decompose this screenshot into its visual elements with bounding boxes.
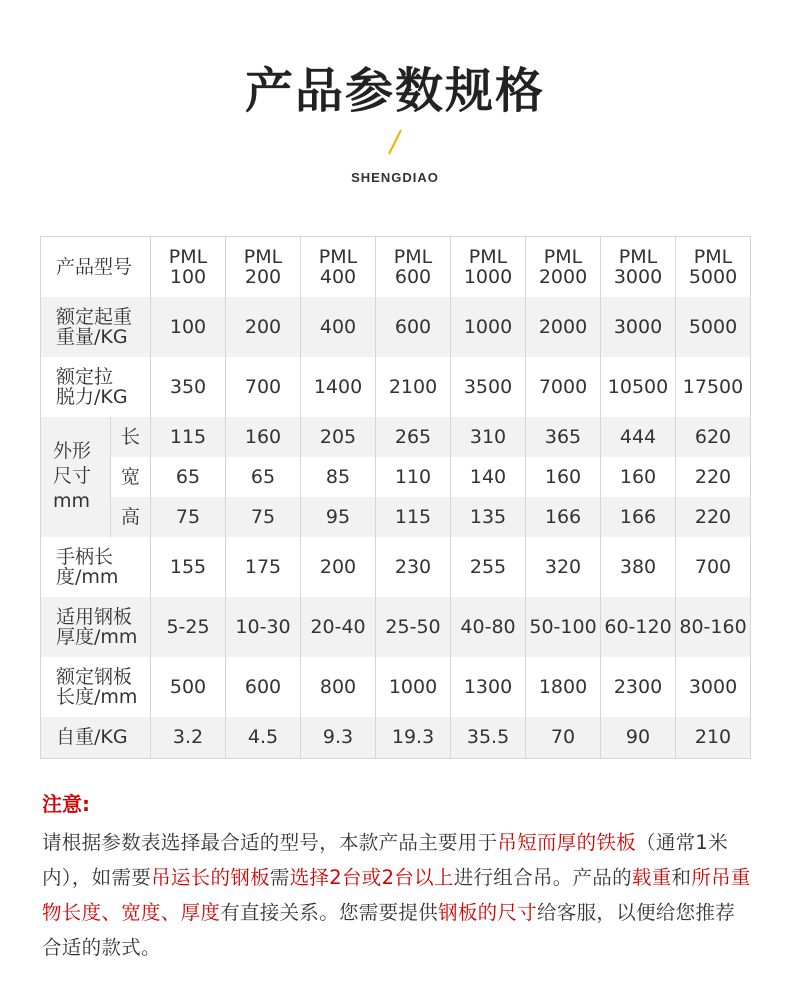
value-cell: 166 [526,497,601,537]
value-cell: 205 [301,417,376,457]
value-cell: 19.3 [376,717,451,759]
value-cell: 220 [676,497,751,537]
value-cell: 3500 [451,357,526,417]
notes-heading: 注意: [42,792,90,816]
value-cell: 5000 [676,297,751,357]
table-row [41,657,751,717]
notes-text: （通常1米内），如需要 [42,831,728,889]
row-label-cell: 额定拉 脱力/KG [41,357,151,417]
value-cell: 95 [301,497,376,537]
value-cell: 4.5 [226,717,301,759]
table-row [41,597,751,657]
model-cell: PML 5000 [676,237,751,297]
value-cell: 400 [301,297,376,357]
notes-text: 请根据参数表选择最合适的型号，本款产品主要用于 [42,831,498,854]
value-cell: 50-100 [526,597,601,657]
model-cell: PML 3000 [601,237,676,297]
page-title: 产品参数规格 [244,63,545,119]
table-row [41,537,751,597]
row-label-cell: 自重/KG [41,717,151,759]
row-label-cell: 额定钢板 长度/mm [41,657,151,717]
value-cell: 2000 [526,297,601,357]
spec-table [40,236,751,759]
model-cell: PML 2000 [526,237,601,297]
notes-highlight-text: 吊短而厚的铁板 [497,831,637,854]
value-cell: 160 [601,457,676,497]
value-cell: 600 [226,657,301,717]
row-label-cell: 额定起重 重量/KG [41,297,151,357]
value-cell: 1000 [451,297,526,357]
value-cell: 9.3 [301,717,376,759]
value-cell: 110 [376,457,451,497]
accent-slash-icon [0,128,790,156]
value-cell: 1800 [526,657,601,717]
value-cell: 220 [676,457,751,497]
table-row [41,417,751,457]
table-row [41,237,751,297]
table-row [41,357,751,417]
notes-highlight-text: 载重 [631,866,672,889]
header-label-cell: 产品型号 [41,237,151,297]
notes-text: 进行组合吊。产品的 [453,866,632,889]
value-cell: 5-25 [151,597,226,657]
value-cell: 166 [601,497,676,537]
value-cell: 3000 [601,297,676,357]
value-cell: 365 [526,417,601,457]
value-cell: 210 [676,717,751,759]
model-cell: PML 400 [301,237,376,297]
value-cell: 620 [676,417,751,457]
notes-highlight-text: 吊运长的钢板 [151,866,270,889]
value-cell: 700 [226,357,301,417]
value-cell: 155 [151,537,226,597]
value-cell: 35.5 [451,717,526,759]
value-cell: 2100 [376,357,451,417]
notes-text: 和 [671,866,692,889]
value-cell: 255 [451,537,526,597]
page-subtitle: SHENGDIAO [351,170,439,185]
row-label-cell: 手柄长 度/mm [41,537,151,597]
value-cell: 65 [151,457,226,497]
value-cell: 20-40 [301,597,376,657]
value-cell: 320 [526,537,601,597]
table-row [41,717,751,759]
value-cell: 444 [601,417,676,457]
value-cell: 265 [376,417,451,457]
value-cell: 40-80 [451,597,526,657]
notes-text: 有直接关系。您需要提供 [220,901,439,924]
model-cell: PML 1000 [451,237,526,297]
value-cell: 175 [226,537,301,597]
value-cell: 7000 [526,357,601,417]
dimension-group-label-cell: 外形 尺寸 mm [41,417,111,537]
value-cell: 10500 [601,357,676,417]
dimension-sub-label-cell: 长 [111,417,151,457]
notes-section [42,788,752,965]
dimension-sub-label-cell: 高 [111,497,151,537]
notes-text: 需 [269,866,290,889]
value-cell: 3000 [676,657,751,717]
value-cell: 85 [301,457,376,497]
value-cell: 200 [226,297,301,357]
value-cell: 115 [376,497,451,537]
model-cell: PML 100 [151,237,226,297]
value-cell: 700 [676,537,751,597]
value-cell: 25-50 [376,597,451,657]
value-cell: 3.2 [151,717,226,759]
value-cell: 10-30 [226,597,301,657]
value-cell: 135 [451,497,526,537]
value-cell: 1300 [451,657,526,717]
value-cell: 100 [151,297,226,357]
value-cell: 17500 [676,357,751,417]
notes-paragraph [42,825,752,965]
value-cell: 2300 [601,657,676,717]
value-cell: 60-120 [601,597,676,657]
value-cell: 160 [226,417,301,457]
table-row [41,297,751,357]
value-cell: 75 [151,497,226,537]
value-cell: 75 [226,497,301,537]
value-cell: 310 [451,417,526,457]
table-row [41,457,751,497]
notes-text: 给客服，以便给您推荐合适的款式。 [42,901,736,959]
value-cell: 90 [601,717,676,759]
value-cell: 115 [151,417,226,457]
value-cell: 600 [376,297,451,357]
value-cell: 500 [151,657,226,717]
notes-highlight-text: 钢板的尺寸 [438,901,538,924]
notes-highlight-text: 所吊重物长度、宽度、厚度 [42,866,751,924]
table-row [41,497,751,537]
dimension-sub-label-cell: 宽 [111,457,151,497]
value-cell: 160 [526,457,601,497]
notes-highlight-text: 选择2台或2台以上 [289,866,454,889]
row-label-cell: 适用钢板 厚度/mm [41,597,151,657]
value-cell: 1400 [301,357,376,417]
value-cell: 380 [601,537,676,597]
value-cell: 350 [151,357,226,417]
model-cell: PML 600 [376,237,451,297]
value-cell: 1000 [376,657,451,717]
value-cell: 70 [526,717,601,759]
value-cell: 230 [376,537,451,597]
value-cell: 65 [226,457,301,497]
value-cell: 800 [301,657,376,717]
model-cell: PML 200 [226,237,301,297]
value-cell: 140 [451,457,526,497]
value-cell: 200 [301,537,376,597]
value-cell: 80-160 [676,597,751,657]
